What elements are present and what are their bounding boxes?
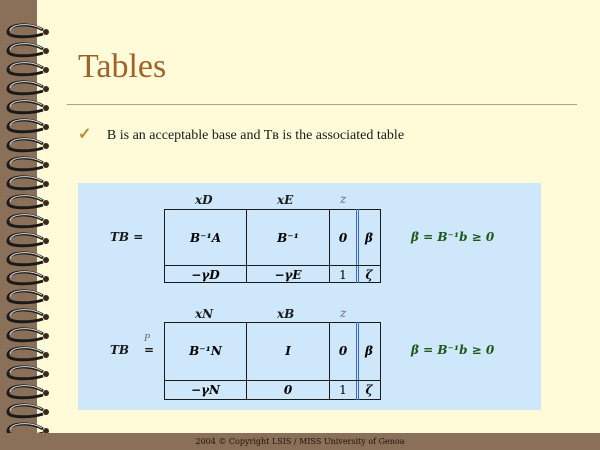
t2-cell: 0 [338,344,348,358]
t1-cell: B⁻¹A [189,231,222,245]
t1-cell: −γE [274,268,302,282]
binding-hole-icon [43,352,49,358]
t2-divider [356,322,357,400]
t1-cell: ζ [365,268,373,282]
t2-row-divider [164,380,381,381]
slide-title: Tables [78,48,167,85]
binding-hole-icon [43,124,49,130]
title-divider [67,104,577,105]
binding-hole-icon [43,67,49,73]
t2-col-header-3: z [340,306,347,320]
t2-label: TB [110,343,130,357]
binding-hole-icon [43,105,49,111]
binding-hole-icon [43,333,49,339]
t2-cell: β [365,344,373,358]
binding-hole-icon [43,295,49,301]
t1-cell: 1 [339,268,347,282]
binding-hole-icon [43,29,49,35]
t2-cell: I [285,344,291,358]
t2-cell: B⁻¹N [189,344,222,358]
footer-copyright: 2004 © Copyright LSIS / MISS University of Genoa [195,437,405,446]
binding-hole-icon [43,86,49,92]
t1-cell: −γD [191,268,220,282]
t1-cell: 0 [338,231,348,245]
t2-side-equation: β = B⁻¹b ≥ 0 [411,343,495,357]
binding-hole-icon [43,314,49,320]
binding-hole-icon [43,219,49,225]
t1-col-header-2: xE [277,193,294,207]
t2-col-header-1: xN [195,307,214,321]
t1-row-divider [164,265,381,266]
t1-col-header-1: xD [195,193,213,207]
checkmark-icon: ✓ [78,126,92,143]
tables-panel [78,183,541,410]
spiral-binding [0,0,70,433]
binding-hole-icon [43,200,49,206]
t1-cell: β [365,231,373,245]
t1-side-equation: β = B⁻¹b ≥ 0 [411,230,495,244]
t1-col-header-3: z [340,192,347,206]
t2-cell: 1 [339,383,347,397]
t1-label: TB = [110,230,144,244]
binding-hole-icon [43,238,49,244]
binding-hole-icon [43,276,49,282]
binding-hole-icon [43,143,49,149]
t1-divider [356,209,357,283]
t2-cell: −γN [191,383,220,397]
binding-hole-icon [43,409,49,415]
t2-eq-symbol: = [144,343,155,357]
t2-col-header-2: xB [277,307,295,321]
binding-hole-icon [43,390,49,396]
binding-hole-icon [43,181,49,187]
t1-cell: B⁻¹ [277,231,299,245]
t2-cell: ζ [365,383,373,397]
bullet-item [78,124,404,144]
binding-hole-icon [43,371,49,377]
binding-hole-icon [43,257,49,263]
t2-eq-superscript: P [144,334,151,344]
binding-hole-icon [43,48,49,54]
bullet-text: B is an acceptable base and Tʙ is the associated table [106,128,405,143]
binding-hole-icon [43,162,49,168]
t2-cell: 0 [283,383,293,397]
